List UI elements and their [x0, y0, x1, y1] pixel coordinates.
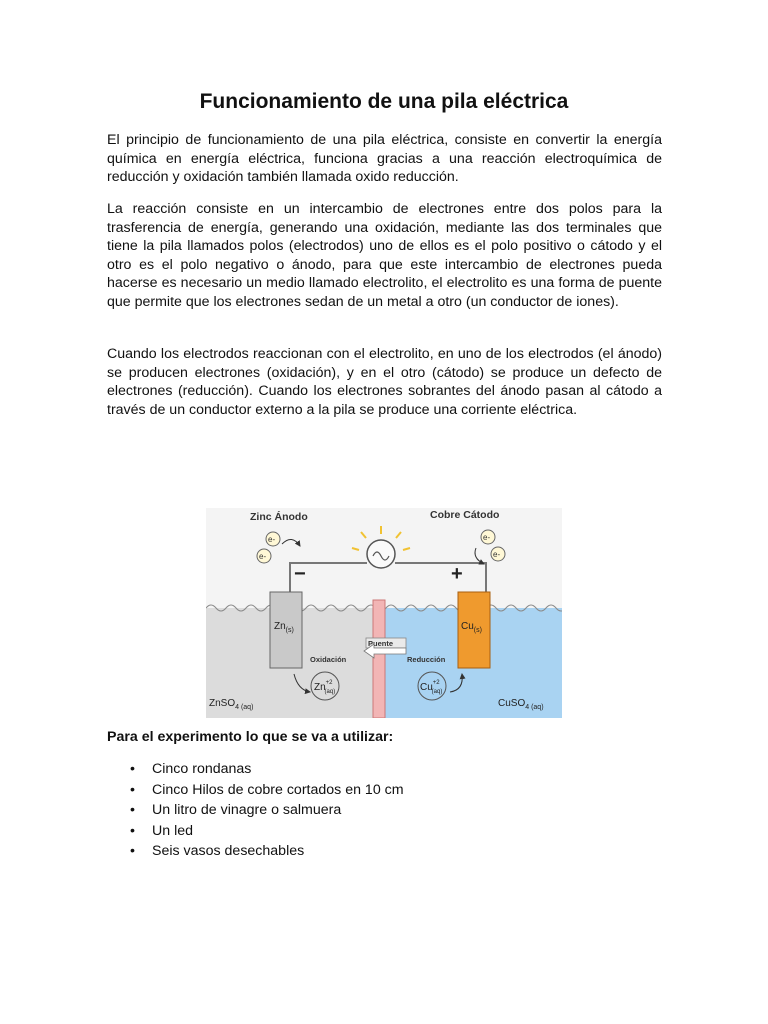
- left-solution-label: ZnSO$_{4 (aq)}$: [209, 698, 254, 711]
- paragraph-3: Cuando los electrodos reaccionan con el electrolito, en uno de los electrodos (el ánodo) se producen electrones (oxidación), y en el otro (cátodo) se produce un defecto de electrones (reducción). Cuando los electrones sobrantes del ánodo pasan al cátodo a través de un conductor externo a la pila se produce una corriente eléctrica.: [107, 346, 662, 418]
- bulb-icon: [367, 540, 395, 568]
- materials-list: [130, 759, 404, 862]
- paragraph-2: La reacción consiste en un intercambio de electrones entre dos polos para la trasferencia de energía, generando una oxidación, mediante las dos terminales que tiene la pila llamados polos (electrodos) uno de ellos es el polo positivo o cátodo y el otro es el polo negativo o ánodo, para que este intercambio de electrones pueda hacerse es necesario un medio llamado electrolito, el electrolito es una forma de puente que permite que los electrones sedan de un metal a otro (un conductor de iones).: [107, 201, 662, 310]
- paragraph-1: El principio de funcionamiento de una pila eléctrica, consiste en convertir la energía química en energía eléctrica, funciona gracias a una reacción electroquímica de reducción y oxidación también llamada oxido reducción.: [107, 132, 662, 186]
- electron-label: e-: [483, 533, 491, 542]
- oxidation-label: Oxidación: [310, 655, 347, 664]
- list-item: • Un led: [130, 821, 404, 842]
- cathode-label: Cobre Cátodo: [430, 509, 500, 521]
- list-item: • Seis vasos desechables: [130, 841, 404, 862]
- zinc-electrode-label: $Zn_{(s)}$: [274, 621, 294, 634]
- electron-label: e-: [493, 550, 501, 559]
- materials-heading: Para el experimento lo que se va a utilizar:: [107, 729, 394, 745]
- right-solution-label: CuSO$_{4 (aq)}$: [498, 698, 544, 711]
- negative-pole: −: [294, 563, 306, 585]
- electron-label: e-: [268, 535, 276, 544]
- zinc-ion-label: $Zn^{+2}$ (aq): [314, 680, 336, 695]
- galvanic-cell-diagram: [206, 508, 562, 718]
- electron-label: e-: [259, 552, 267, 561]
- copper-electrode-label: $Cu_{(s)}$: [461, 621, 482, 634]
- copper-ion-label: $Cu^{+2}$ (aq): [420, 680, 443, 695]
- list-item: • Cinco Hilos de cobre cortados en 10 cm: [130, 780, 404, 801]
- anode-label: Zinc Ánodo: [250, 511, 308, 523]
- salt-bridge: [373, 600, 385, 718]
- list-item: • Cinco rondanas: [130, 759, 404, 780]
- positive-pole: +: [451, 563, 463, 585]
- bridge-label: Puente: [368, 639, 394, 648]
- page-title: Funcionamiento de una pila eléctrica: [199, 90, 569, 113]
- reduction-label: Reducción: [407, 655, 446, 664]
- list-item: • Un litro de vinagre o salmuera: [130, 800, 404, 821]
